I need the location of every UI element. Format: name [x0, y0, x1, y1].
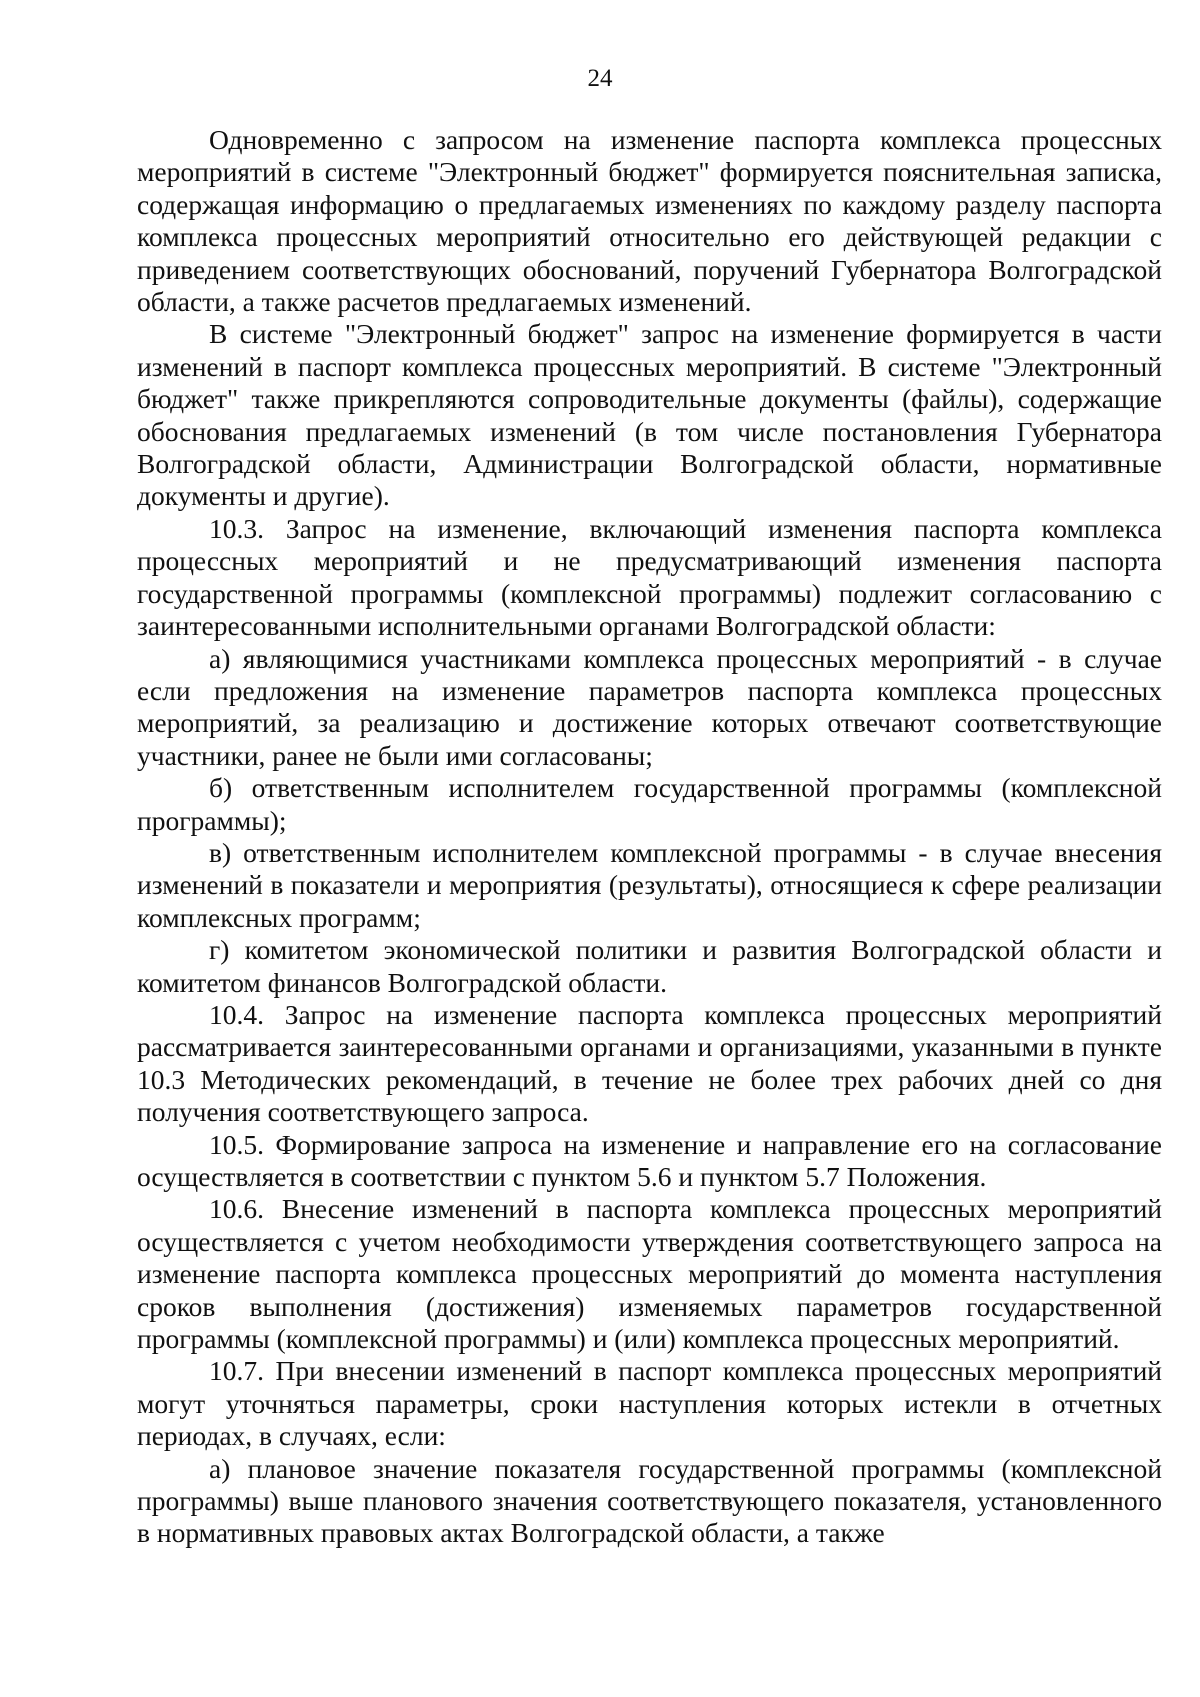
paragraph: 10.6. Внесение изменений в паспорта комплекса процессных мероприятий осуществляется с учетом необходимости утверждения соответствующего запроса на изменение паспорта комплекса процессных мероприятий до момента наступления сроков выполнения (достижения) изменяемых параметров государственной программы (комплексной программы) и (или) комплекса процессных мероприятий. — [137, 1193, 1162, 1355]
document-body — [137, 124, 1162, 1550]
paragraph: г) комитетом экономической политики и развития Волгоградской области и комитетом финансов Волгоградской области. — [137, 934, 1162, 998]
paragraph: В системе "Электронный бюджет" запрос на изменение формируется в части изменений в паспорт комплекса процессных мероприятий. В системе "Электронный бюджет" также прикрепляются сопроводительные документы (файлы), содержащие обоснования предлагаемых изменений (в том числе постановления Губернатора Волгоградской области, Администрации Волгоградской области, нормативные документы и другие). — [137, 318, 1162, 512]
paragraph: 10.7. При внесении изменений в паспорт комплекса процессных мероприятий могут уточняться параметры, сроки наступления которых истекли в отчетных периодах, в случаях, если: — [137, 1355, 1162, 1452]
paragraph: 10.3. Запрос на изменение, включающий изменения паспорта комплекса процессных мероприятий и не предусматривающий изменения паспорта государственной программы (комплексной программы) подлежит согласованию с заинтересованными исполнительными органами Волгоградской области: — [137, 512, 1162, 642]
paragraph: а) являющимися участниками комплекса процессных мероприятий - в случае если предложения на изменение параметров паспорта комплекса процессных мероприятий, за реализацию и достижение которых отвечают соответствующие участники, ранее не были ими согласованы; — [137, 642, 1162, 771]
paragraph: Одновременно с запросом на изменение паспорта комплекса процессных мероприятий в системе "Электронный бюджет" формируется пояснительная записка, содержащая информацию о предлагаемых изменениях по каждому разделу паспорта комплекса процессных мероприятий относительно его действующей редакции с приведением соответствующих обоснований, поручений Губернатора Волгоградской области, а также расчетов предлагаемых изменений. — [137, 124, 1162, 318]
paragraph: в) ответственным исполнителем комплексной программы - в случае внесения изменений в показатели и мероприятия (результаты), относящиеся к сфере реализации комплексных программ; — [137, 836, 1162, 933]
paragraph: а) плановое значение показателя государственной программы (комплексной программы) выше планового значения соответствующего показателя, установленного в нормативных правовых актах Волгоградской области, а также — [137, 1452, 1162, 1549]
paragraph: 10.5. Формирование запроса на изменение и направление его на согласование осуществляется в соответствии с пунктом 5.6 и пунктом 5.7 Положения. — [137, 1128, 1162, 1192]
page-number: 24 — [587, 65, 613, 92]
paragraph: б) ответственным исполнителем государственной программы (комплексной программы); — [137, 772, 1162, 836]
paragraph: 10.4. Запрос на изменение паспорта комплекса процессных мероприятий рассматривается заинтересованными органами и организациями, указанными в пункте 10.3 Методических рекомендаций, в течение не более трех рабочих дней со дня получения соответствующего запроса. — [137, 998, 1162, 1128]
